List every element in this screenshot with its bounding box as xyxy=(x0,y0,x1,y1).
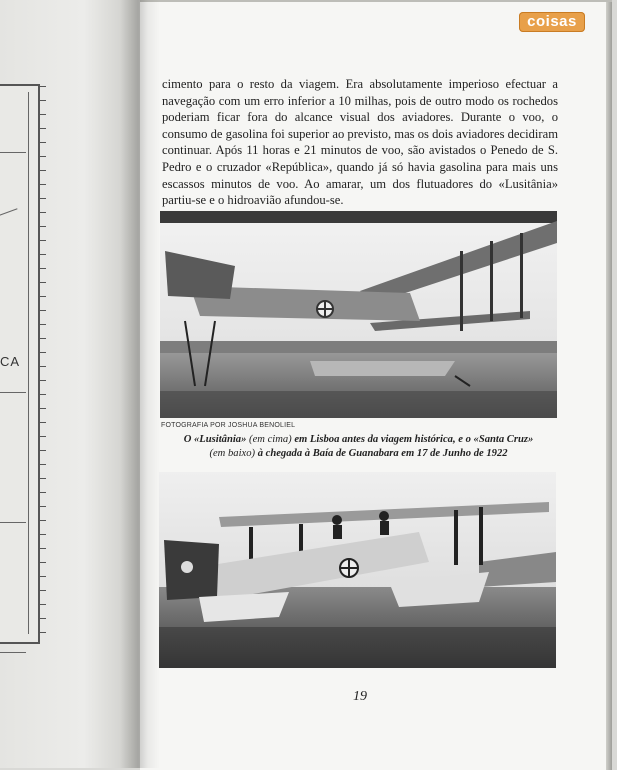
photo-lusitania xyxy=(160,211,557,418)
map-gridline xyxy=(0,652,26,653)
section-badge: coisas xyxy=(519,12,585,32)
photo-credit: FOTOGRAFIA POR JOSHUA BENOLIEL xyxy=(161,422,296,429)
book-spine-shadow xyxy=(120,0,160,768)
map-coastline xyxy=(0,152,26,153)
page-number: 19 xyxy=(353,689,367,704)
map-label: CA xyxy=(0,354,21,369)
page-edge xyxy=(606,2,612,770)
caption-part: à chegada à Baía de Guanabara em 17 de Junho de 1922 xyxy=(255,448,508,459)
lusitania-seaplane-image xyxy=(160,211,557,418)
caption-part: (em cima) xyxy=(246,434,295,445)
photo-caption xyxy=(160,433,557,461)
caption-part: em Lisboa antes da viagem histórica, e o «Santa Cruz» xyxy=(294,434,534,445)
santa-cruz-seaplane-image xyxy=(159,472,556,668)
caption-part: O «Lusitânia» xyxy=(183,434,247,445)
photo-santa-cruz xyxy=(159,472,556,668)
body-paragraph: cimento para o resto da viagem. Era absolutamente imperioso efectuar a navegação com um erro inferior a 10 milhas, pois de outro modo os rochedos poderiam ficar fora do alcance visual dos aviadores. Durante o voo, o consumo de gasolina foi superior ao previsto, mas os dois aviadores decidiram continuar. Após 11 horas e 21 minutos de voo, são avistados o Penedo de S. Pedro e o cruzador «República», quando já só havia gasolina para mais uns escassos minutos de voo. Ao amarar, um dos flutuadores do «Lusitânia» partiu-se e o hidroavião afundou-se. xyxy=(162,77,558,208)
map-frame xyxy=(0,84,40,644)
map-coastline xyxy=(0,208,18,216)
left-facing-page xyxy=(0,0,140,768)
map-gridline xyxy=(0,522,26,523)
map-gridline xyxy=(0,392,26,393)
map-scale-ticks xyxy=(40,86,46,642)
caption-part: (em baixo) xyxy=(209,448,256,459)
